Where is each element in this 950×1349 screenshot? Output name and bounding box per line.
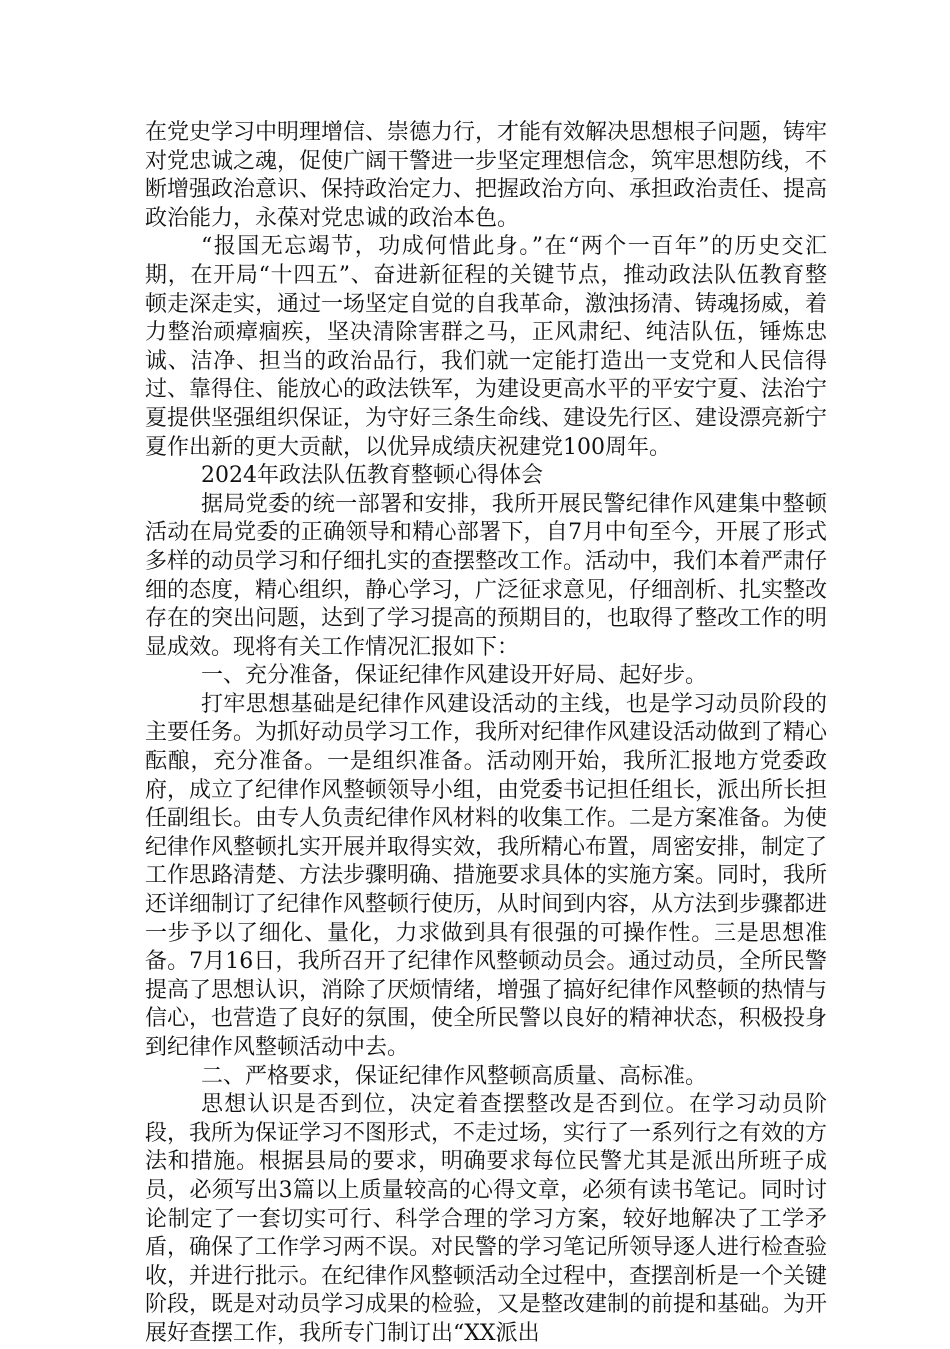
section-title: 2024年政法队伍教育整顿心得体会	[201, 463, 543, 489]
paragraph-3: 据局党委的统一部署和安排，我所开展民警纪律作风建集中整顿活动在局党委的正确领导和精心部署下，自7月中旬至今，开展了形式多样的动员学习和仔细扎实的查摆整改工作。活动中，我们本着严肃仔细的态度，精心组织，静心学习，广泛征求意见，仔细剖析、扎实整改存在的突出问题，达到了学习提高的预期目的，也取得了整改工作的明显成效。现将有关工作情况汇报如下：	[145, 491, 828, 660]
heading-1: 一、充分准备，保证纪律作风建设开好局、起好步。	[201, 663, 708, 689]
heading-2: 二、严格要求，保证纪律作风整顿高质量、高标准。	[201, 1063, 708, 1089]
paragraph-4: 打牢思想基础是纪律作风建设活动的主线，也是学习动员阶段的主要任务。为抓好动员学习工作，我所对纪律作风建设活动做到了精心酝酿，充分准备。一是组织准备。活动刚开始，我所汇报地方党委政府，成立了纪律作风整顿领导小组，由党委书记担任组长，派出所长担任副组长。由专人负责纪律作风材料的收集工作。二是方案准备。为使纪律作风整顿扎实开展并取得实效，我所精心布置，周密安排，制定了工作思路清楚、方法步骤明确、措施要求具体的实施方案。同时，我所还详细制订了纪律作风整顿行使历，从时间到内容，从方法到步骤都进一步予以了细化、量化，力求做到具有很强的可操作性。三是思想准备。7月16日，我所召开了纪律作风整顿动员会。通过动员，全所民警提高了思想认识，消除了厌烦情绪，增强了搞好纪律作风整顿的热情与信心，也营造了良好的氛围，使全所民警以良好的精神状态，积极投身到纪律作风整顿活动中去。	[145, 691, 828, 1060]
paragraph-5: 思想认识是否到位，决定着查摆整改是否到位。在学习动员阶段，我所为保证学习不图形式，不走过场，实行了一系列行之有效的方法和措施。根据县局的要求，明确要求每位民警尤其是派出所班子成员，必须写出3篇以上质量较高的心得文章，必须有读书笔记。同时讨论制定了一套切实可行、科学合理的学习方案，较好地解决了工学矛盾，确保了工作学习两不误。对民警的学习笔记所领导逐人进行检查验收，并进行批示。在纪律作风整顿活动全过程中，查摆剖析是一个关键阶段，既是对动员学习成果的检验，又是整改建制的前提和基础。为开展好查摆工作，我所专门制订出“XX派出	[145, 1092, 828, 1346]
paragraph-2: “报国无忘竭节，功成何惜此身。”在“两个一百年”的历史交汇期，在开局“十四五”、奋进新征程的关键节点，推动政法队伍教育整顿走深走实，通过一场坚定自觉的自我革命，激浊扬清、铸魂扬威，着力整治顽瘴痼疾，坚决清除害群之马，正风肃纪、纯洁队伍，锤炼忠诚、洁净、担当的政治品行，我们就一定能打造出一支党和人民信得过、靠得住、能放心的政法铁军，为建设更高水平的平安宁夏、法治宁夏提供坚强组织保证，为守好三条生命线、建设先行区、建设漂亮新宁夏作出新的更大贡献，以优异成绩庆祝建党100周年。	[145, 234, 828, 460]
document-body	[145, 119, 827, 1349]
paragraph-1: 在党史学习中明理增信、崇德力行，才能有效解决思想根子问题，铸牢对党忠诚之魂，促使广阔干警进一步坚定理想信念，筑牢思想防线，不断增强政治意识、保持政治定力、把握政治方向、承担政治责任、提高政治能力，永葆对党忠诚的政治本色。	[145, 120, 828, 231]
